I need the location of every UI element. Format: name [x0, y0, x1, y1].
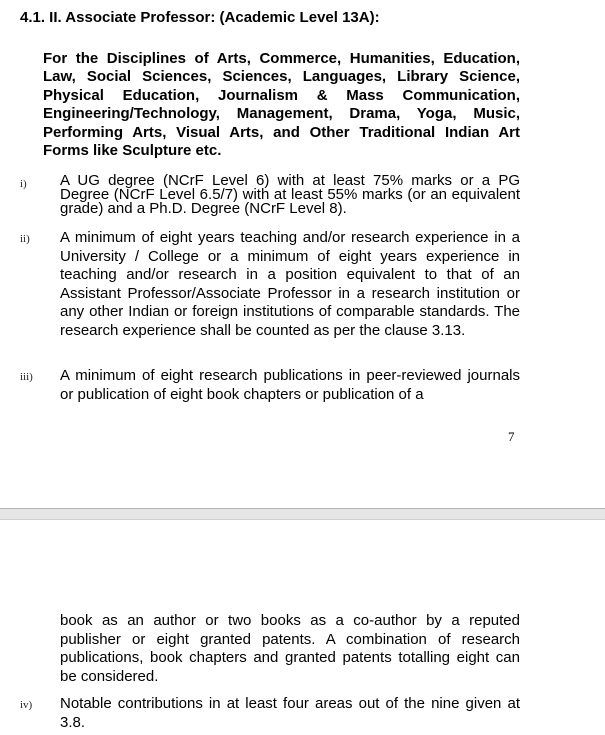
- criterion-item-4: [20, 695, 520, 732]
- criterion-continuation: book as an author or two books as a co-author by a reputed publisher or eight granted patents. A combination of research publications, book chapters and granted patents totalling eight can be considered.: [60, 612, 520, 685]
- criterion-text: Notable contributions in at least four areas out of the nine given at 3.8.: [60, 695, 520, 731]
- disciplines-paragraph: For the Disciplines of Arts, Commerce, Humanities, Education, Law, Social Sciences, Sciences, Languages, Library Science, Physical Education, Journalism & Mass Communication, Engineering/Technology, Management, Drama, Yoga, Music, Performing Arts, Visual Arts, and Other Traditional Indian Art Forms like Sculpture etc.: [43, 50, 520, 160]
- list-marker: iii): [20, 371, 33, 383]
- page-number: 7: [508, 429, 515, 444]
- section-heading: 4.1. II. Associate Professor: (Academic Level 13A):: [20, 9, 380, 26]
- criterion-item-2: [20, 229, 520, 340]
- criterion-item-1: [20, 174, 520, 216]
- list-marker: ii): [20, 233, 30, 245]
- criterion-text: A UG degree (NCrF Level 6) with at least 75% marks or a PG Degree (NCrF Level 6.5/7) with at least 55% marks (or an equivalent grade) and a Ph.D. Degree (NCrF Level 8).: [60, 172, 520, 217]
- document-page-2: [0, 520, 605, 735]
- criterion-text: A minimum of eight research publications in peer-reviewed journals or publication of eight book chapters or publication of a: [60, 367, 520, 403]
- page-separator: [0, 508, 605, 520]
- criterion-item-3: [20, 367, 520, 404]
- list-marker: i): [20, 178, 27, 190]
- list-marker: iv): [20, 699, 33, 711]
- criterion-text: A minimum of eight years teaching and/or research experience in a University / College or a minimum of eight years experience in teaching and/or research in a position equivalent to that of an Assistant Professor/Associate Professor in a research institution or any other Indian or foreign institutions of comparable standards. The research experience shall be counted as per the clause 3.13.: [60, 229, 520, 339]
